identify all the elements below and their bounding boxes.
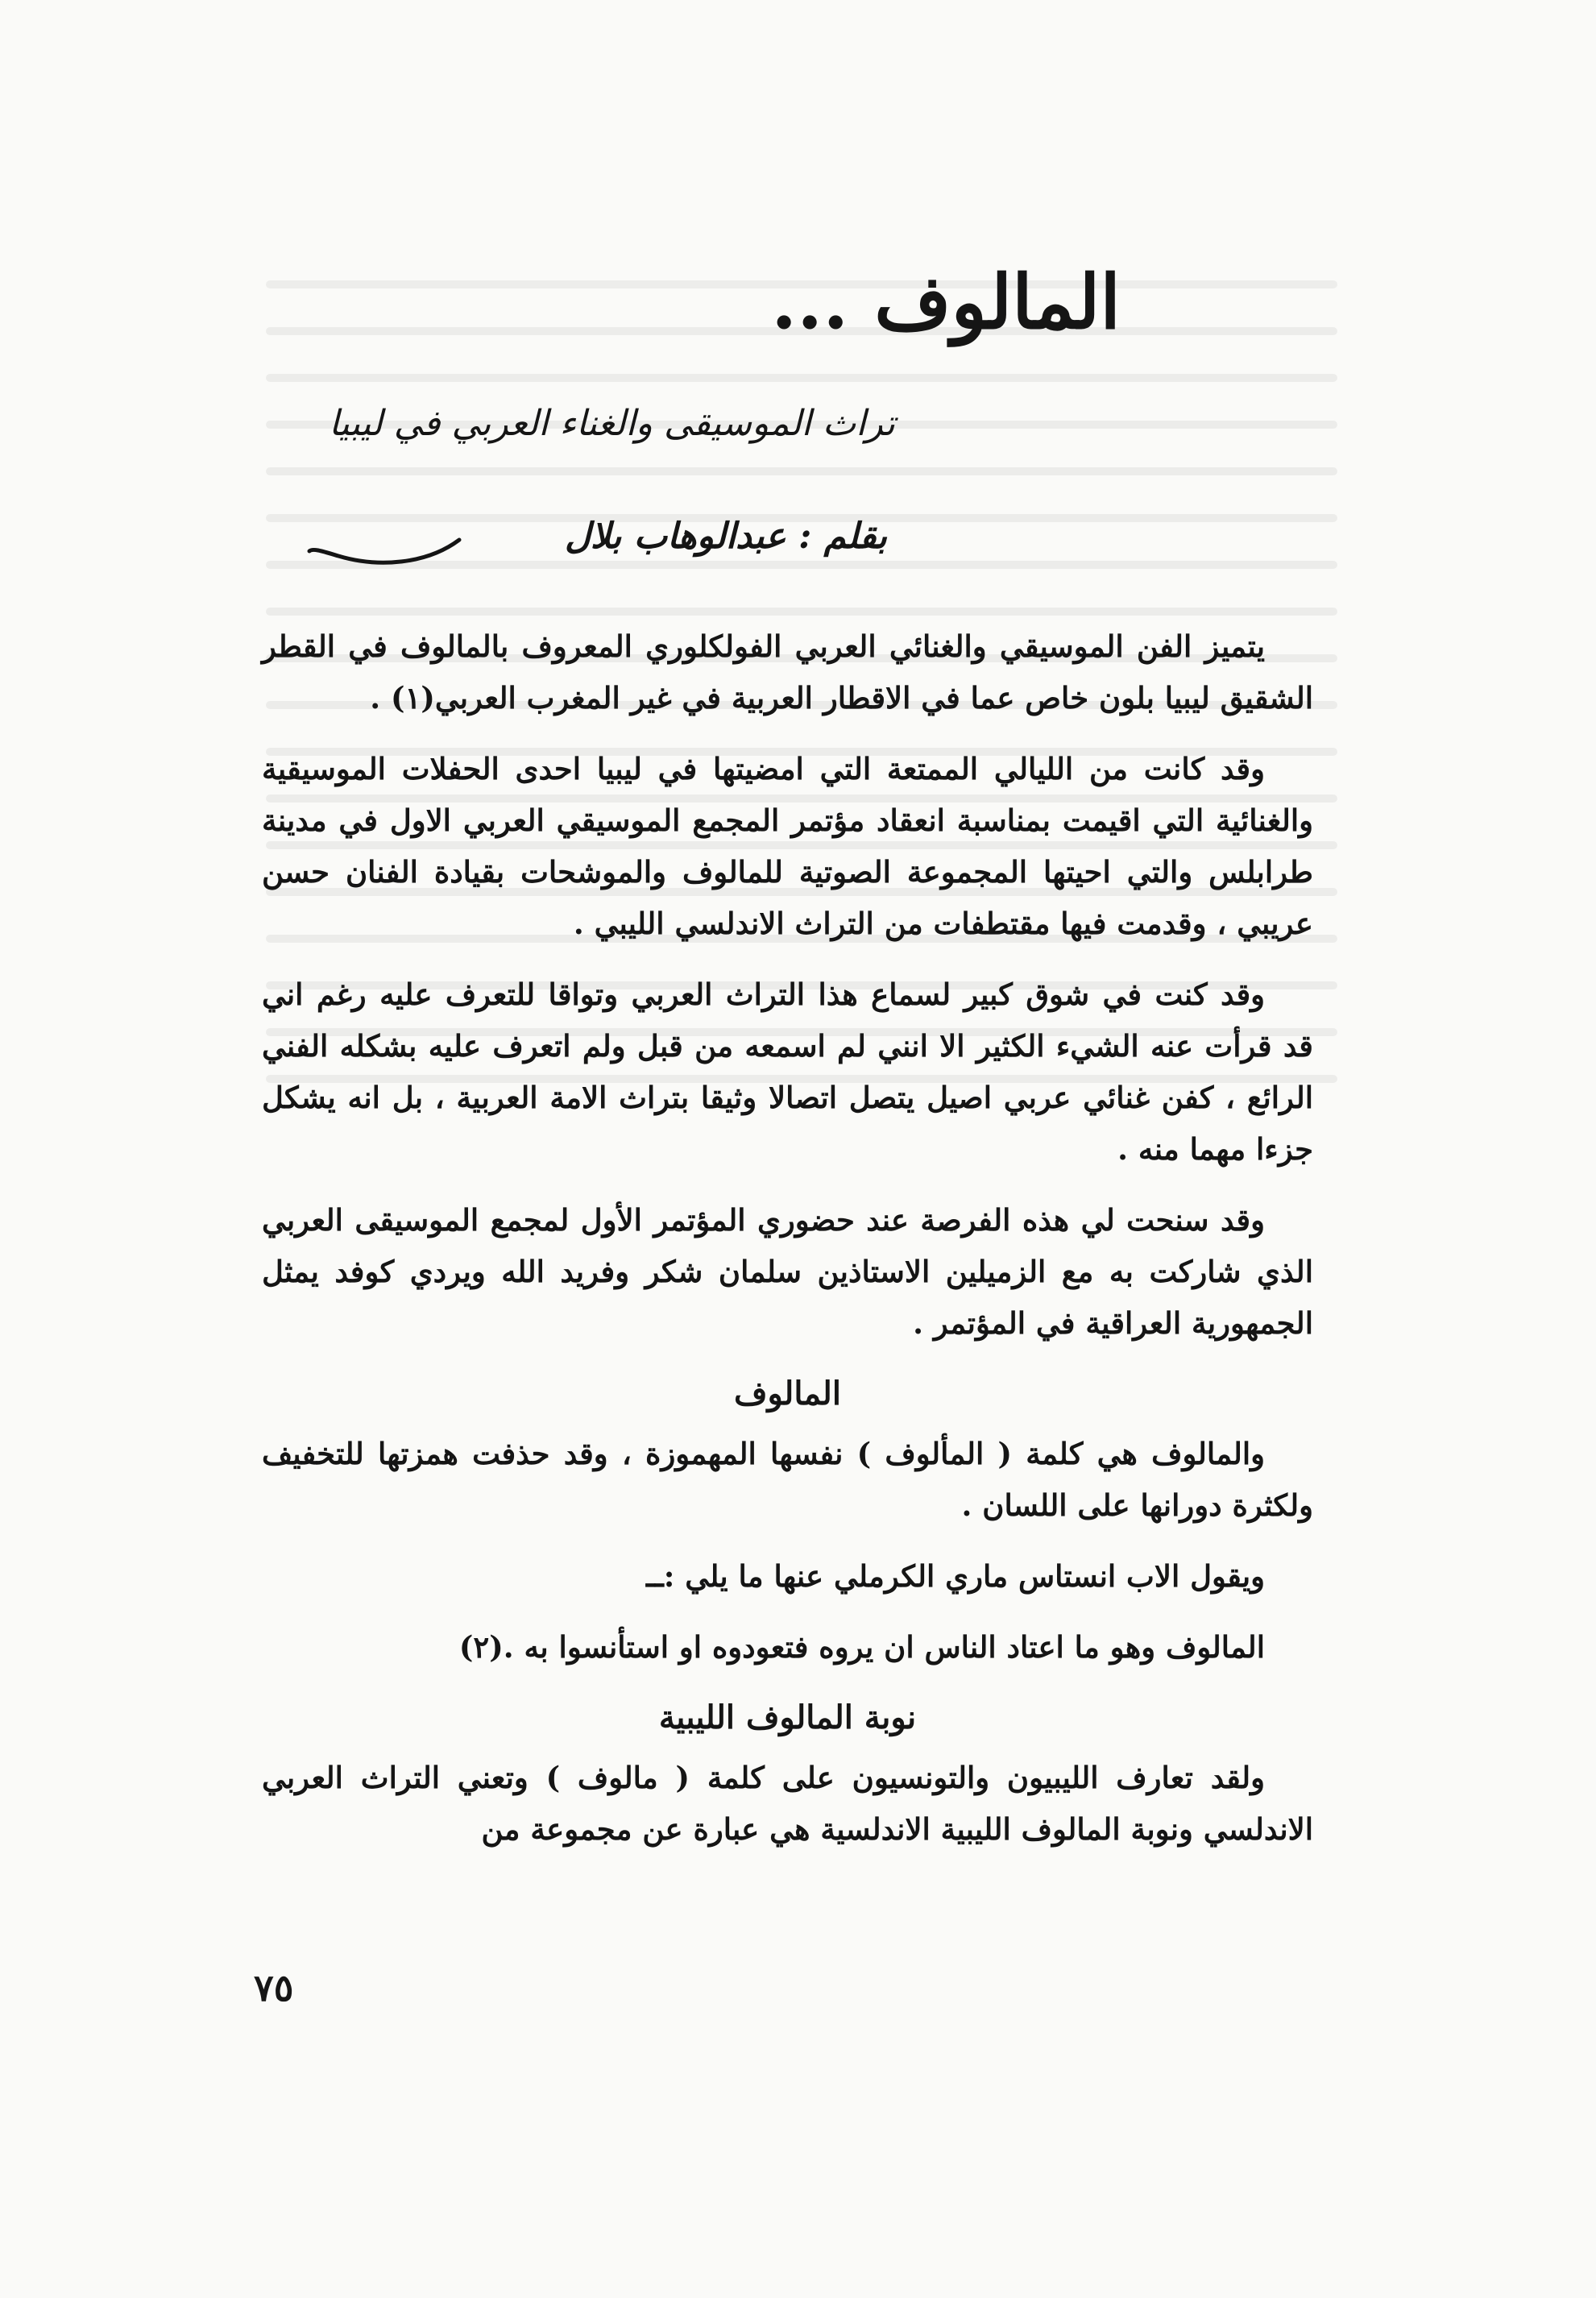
section-heading-almaluf: المالوف: [734, 1375, 841, 1412]
article-subtitle: تراث الموسيقى والغناء العربي في ليبيا: [329, 403, 895, 444]
paragraph-concert: وقد كانت من الليالي الممتعة التي امضيتها في ليبيا احدى الحفلات الموسيقية والغنائية التي اقيمت بمناسبة انعقاد مؤتمر المجمع الموسيقي العربي الاول في مدينة طرابلس والتي احيتها المجموعة الصوتية للمالوف والموشحات بقيادة الفنان حسن عريبي ، وقدمت فيها مقتطفات من التراث الاندلسي الليبي .: [262, 751, 1313, 941]
page-number: ٧٥: [254, 1966, 294, 2010]
paragraph-nuba: ولقد تعارف الليبيون والتونسيون على كلمة ( مالوف ) وتعني التراث العربي الاندلسي ونوبة المالوف الليبية الاندلسية هي عبارة عن مجموعة من: [262, 1760, 1313, 1847]
paragraph-definition: والمالوف هي كلمة ( المألوف ) نفسها المهموزة ، وقد حذفت همزتها للتخفيف ولكثرة دورانها على اللسان .: [262, 1436, 1313, 1523]
paragraph-citation-intro: ويقول الاب انستاس ماري الكرملي عنها ما يلي :ــ: [646, 1558, 1265, 1594]
signature-flourish: [306, 524, 467, 572]
paragraph-longing: وقد كنت في شوق كبير لسماع هذا التراث العربي وتواقا للتعرف عليه رغم اني قد قرأت عنه الشيء الكثير الا انني لم اسمعه من قبل ولم اتعرف عليه بشكله الفني الرائع ، كفن غنائي عربي اصيل يتصل اتصالا وثيقا بتراث الامة العربية ، بل انه يشكل جزءا مهما منه .: [262, 977, 1313, 1167]
paragraph-intro: يتميز الفن الموسيقي والغنائي العربي الفولكلوري المعروف بالمالوف في القطر الشقيق ليبيا بلون خاص عما في الاقطار العربية في غير المغرب العربي(١) .: [262, 628, 1313, 716]
author-byline: بقلم : عبدالوهاب بلال: [564, 516, 887, 557]
paragraph-conference: وقد سنحت لي هذه الفرصة عند حضوري المؤتمر الأول لمجمع الموسيقى العربي الذي شاركت به مع الزميلين الاستاذين سلمان شكر وفريد الله ويردي كوفد يمثل الجمهورية العراقية في المؤتمر .: [262, 1202, 1313, 1341]
article-title: المالوف ...: [771, 259, 1121, 346]
quoted-definition: المالوف وهو ما اعتاد الناس ان يروه فتعودوه او استأنسوا به .(٢): [458, 1629, 1265, 1665]
article-body: [262, 620, 1313, 1874]
section-heading-libyan-nuba: نوبة المالوف الليبية: [658, 1699, 917, 1736]
